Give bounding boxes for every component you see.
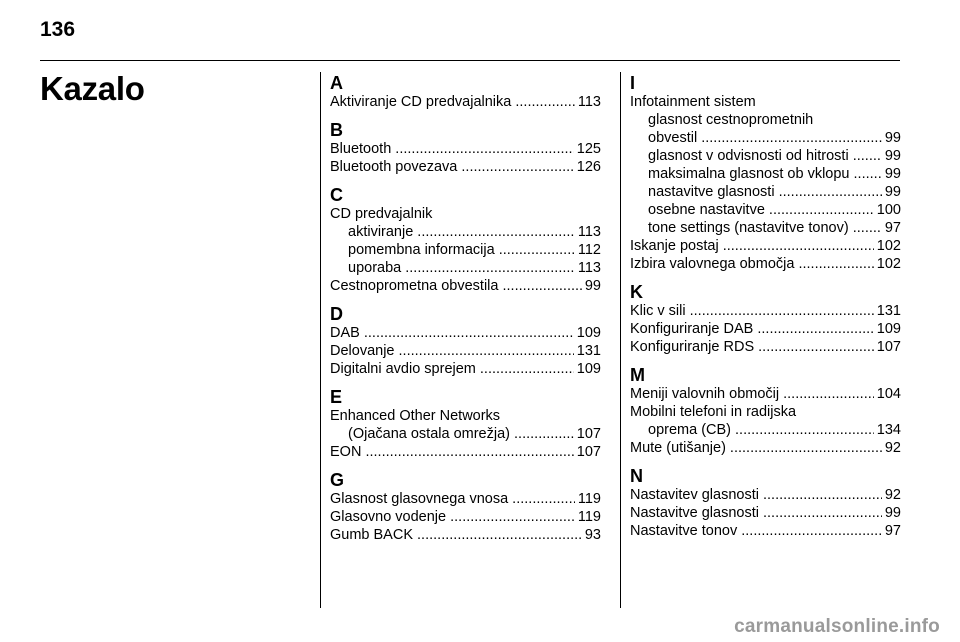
index-entry[interactable] bbox=[630, 93, 901, 111]
page-number: 136 bbox=[40, 18, 76, 41]
entry-page-number: 102 bbox=[876, 238, 901, 254]
index-subentry[interactable] bbox=[330, 241, 601, 259]
index-entry[interactable] bbox=[630, 237, 901, 255]
entry-page-number: 125 bbox=[576, 141, 601, 157]
index-entry[interactable] bbox=[330, 508, 601, 526]
index-letter-heading: B bbox=[330, 120, 343, 140]
entry-text: Gumb BACK ..... bbox=[330, 526, 582, 544]
entry-text: Cestnoprometna obvestila ..... bbox=[330, 277, 582, 295]
index-subentry[interactable] bbox=[630, 219, 901, 237]
column-divider-right bbox=[620, 72, 621, 608]
letter-group bbox=[330, 73, 601, 111]
index-entry[interactable] bbox=[330, 490, 601, 508]
entry-text: Iskanje postaj ..... bbox=[630, 237, 874, 255]
watermark: carmanualsonline.info bbox=[734, 616, 940, 637]
entry-page-number: 92 bbox=[884, 487, 901, 503]
index-subentry[interactable] bbox=[330, 259, 601, 277]
entry-page-number: 126 bbox=[576, 159, 601, 175]
section-title: Kazalo bbox=[40, 70, 145, 107]
entry-page-number: 93 bbox=[584, 527, 601, 543]
index-entry[interactable] bbox=[630, 385, 901, 403]
entry-page-number: 100 bbox=[876, 202, 901, 218]
entry-text: aktiviranje ..... bbox=[348, 223, 575, 241]
entry-page-number: 99 bbox=[884, 166, 901, 182]
entry-page-number: 109 bbox=[876, 321, 901, 337]
entry-page-number: 107 bbox=[876, 339, 901, 355]
entry-page-number: 134 bbox=[876, 422, 901, 438]
entry-text: osebne nastavitve ..... bbox=[648, 201, 874, 219]
entry-text: Glasovno vodenje ..... bbox=[330, 508, 575, 526]
index-letter-heading: C bbox=[330, 185, 343, 205]
letter-group bbox=[630, 365, 901, 457]
entry-text: Glasnost glasovnega vnosa ..... bbox=[330, 490, 575, 508]
entry-text: (Ojačana ostala omrežja) ..... bbox=[348, 425, 574, 443]
entry-text: Nastavitve tonov ..... bbox=[630, 522, 882, 540]
index-entry[interactable] bbox=[330, 443, 601, 461]
letter-group bbox=[330, 185, 601, 295]
index-subentry[interactable] bbox=[630, 165, 901, 183]
index-subentry[interactable] bbox=[630, 147, 901, 165]
letter-group bbox=[330, 470, 601, 544]
letter-group bbox=[630, 282, 901, 356]
index-letter-heading: K bbox=[630, 282, 643, 302]
entry-text: CD predvajalnik bbox=[330, 206, 433, 222]
entry-text: maksimalna glasnost ob vklopu ..... bbox=[648, 165, 882, 183]
index-subentry[interactable] bbox=[630, 421, 901, 439]
entry-page-number: 92 bbox=[884, 440, 901, 456]
entry-page-number: 112 bbox=[577, 242, 601, 258]
entry-text: tone settings (nastavitve tonov) ..... bbox=[648, 219, 882, 237]
index-entry[interactable] bbox=[630, 338, 901, 356]
entry-text: Aktiviranje CD predvajalnika ..... bbox=[330, 93, 575, 111]
entry-page-number: 99 bbox=[884, 148, 901, 164]
index-subentry[interactable] bbox=[330, 223, 601, 241]
entry-page-number: 102 bbox=[876, 256, 901, 272]
entry-page-number: 131 bbox=[876, 303, 901, 319]
index-entry[interactable] bbox=[630, 486, 901, 504]
index-letter-heading: I bbox=[630, 73, 636, 93]
entry-text: Infotainment sistem bbox=[630, 94, 756, 110]
index-letter-heading: G bbox=[330, 470, 345, 490]
entry-page-number: 99 bbox=[884, 184, 901, 200]
entry-page-number: 113 bbox=[577, 94, 601, 110]
index-letter-heading: N bbox=[630, 466, 643, 486]
index-letter-heading: A bbox=[330, 73, 343, 93]
entry-text: Nastavitev glasnosti ..... bbox=[630, 486, 882, 504]
letter-group bbox=[630, 73, 901, 273]
entry-text: oprema (CB) ..... bbox=[648, 421, 874, 439]
entry-text: glasnost cestnoprometnih bbox=[648, 112, 814, 128]
index-entry[interactable] bbox=[630, 320, 901, 338]
index-entry[interactable] bbox=[330, 360, 601, 378]
index-column-2 bbox=[630, 73, 901, 549]
entry-text: Bluetooth povezava ..... bbox=[330, 158, 574, 176]
index-entry[interactable] bbox=[630, 522, 901, 540]
entry-page-number: 97 bbox=[884, 220, 901, 236]
entry-text: pomembna informacija ..... bbox=[348, 241, 575, 259]
index-subentry[interactable] bbox=[330, 425, 601, 443]
index-entry[interactable] bbox=[330, 205, 601, 223]
index-subentry[interactable] bbox=[630, 111, 901, 129]
index-subentry[interactable] bbox=[630, 201, 901, 219]
index-entry[interactable] bbox=[330, 140, 601, 158]
entry-text: Digitalni avdio sprejem ..... bbox=[330, 360, 574, 378]
entry-text: Konfiguriranje DAB ..... bbox=[630, 320, 874, 338]
header-rule bbox=[40, 60, 900, 61]
letter-group bbox=[330, 387, 601, 461]
entry-text: uporaba ..... bbox=[348, 259, 575, 277]
entry-page-number: 99 bbox=[884, 505, 901, 521]
entry-page-number: 113 bbox=[577, 224, 601, 240]
entry-text: nastavitve glasnosti ..... bbox=[648, 183, 882, 201]
index-subentry[interactable] bbox=[630, 129, 901, 147]
index-letter-heading: D bbox=[330, 304, 343, 324]
entry-page-number: 109 bbox=[576, 325, 601, 341]
index-entry[interactable] bbox=[330, 526, 601, 544]
letter-group bbox=[330, 120, 601, 176]
letter-group bbox=[330, 304, 601, 378]
entry-page-number: 107 bbox=[576, 426, 601, 442]
entry-page-number: 97 bbox=[884, 523, 901, 539]
index-entry[interactable] bbox=[630, 439, 901, 457]
index-column-1 bbox=[330, 73, 601, 553]
entry-page-number: 113 bbox=[577, 260, 601, 276]
entry-page-number: 131 bbox=[576, 343, 601, 359]
entry-text: EON ..... bbox=[330, 443, 574, 461]
entry-text: Mute (utišanje) ..... bbox=[630, 439, 882, 457]
entry-text: Mobilni telefoni in radijska bbox=[630, 404, 797, 420]
letter-group bbox=[630, 466, 901, 540]
entry-text: Bluetooth ..... bbox=[330, 140, 574, 158]
entry-page-number: 104 bbox=[876, 386, 901, 402]
index-letter-heading: M bbox=[630, 365, 645, 385]
index-letter-heading: E bbox=[330, 387, 343, 407]
index-entry[interactable] bbox=[330, 277, 601, 295]
index-subentry[interactable] bbox=[630, 183, 901, 201]
entry-text: Klic v sili ..... bbox=[630, 302, 874, 320]
entry-page-number: 119 bbox=[577, 491, 601, 507]
entry-text: Enhanced Other Networks bbox=[330, 408, 501, 424]
entry-text: Nastavitve glasnosti ..... bbox=[630, 504, 882, 522]
entry-page-number: 99 bbox=[884, 130, 901, 146]
index-entry[interactable] bbox=[630, 255, 901, 273]
entry-text: obvestil ..... bbox=[648, 129, 882, 147]
entry-text: Delovanje ..... bbox=[330, 342, 574, 360]
entry-text: Izbira valovnega območja ..... bbox=[630, 255, 874, 273]
index-entry[interactable] bbox=[630, 504, 901, 522]
entry-page-number: 99 bbox=[584, 278, 601, 294]
entry-text: DAB ..... bbox=[330, 324, 574, 342]
index-entry[interactable] bbox=[630, 403, 901, 421]
index-entry[interactable] bbox=[330, 407, 601, 425]
index-entry[interactable] bbox=[630, 302, 901, 320]
entry-text: Meniji valovnih območij ..... bbox=[630, 385, 874, 403]
entry-page-number: 107 bbox=[576, 444, 601, 460]
index-entry[interactable] bbox=[330, 158, 601, 176]
entry-text: glasnost v odvisnosti od hitrosti ..... bbox=[648, 147, 882, 165]
index-entry[interactable] bbox=[330, 342, 601, 360]
entry-text: Konfiguriranje RDS ..... bbox=[630, 338, 874, 356]
entry-page-number: 119 bbox=[577, 509, 601, 525]
index-entry[interactable] bbox=[330, 93, 601, 111]
column-divider-left bbox=[320, 72, 321, 608]
index-entry[interactable] bbox=[330, 324, 601, 342]
entry-page-number: 109 bbox=[576, 361, 601, 377]
